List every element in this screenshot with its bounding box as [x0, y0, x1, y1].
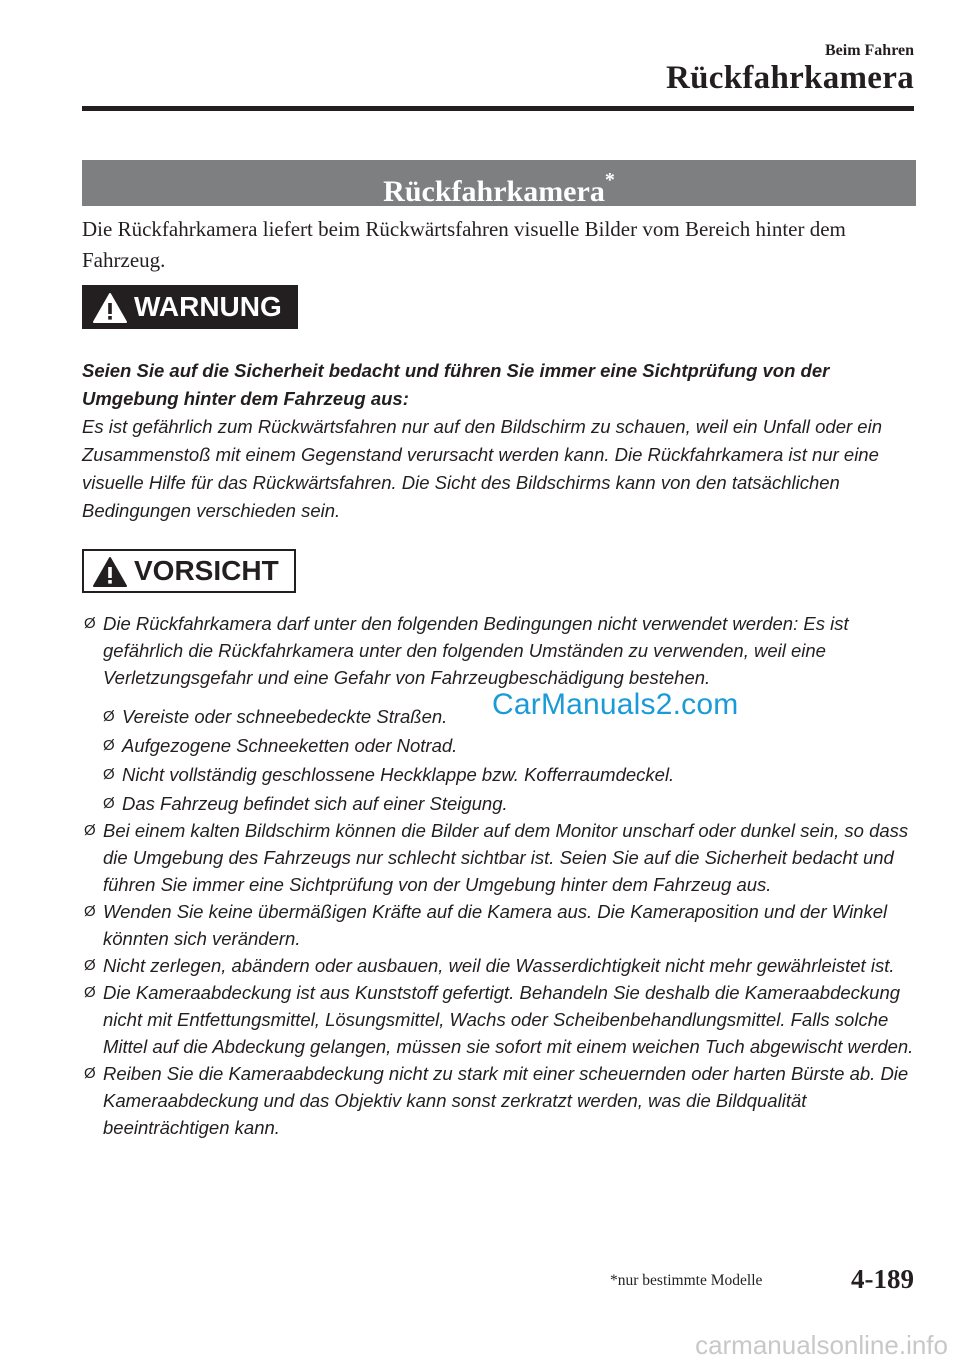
caution-subitem-text: Das Fahrzeug befindet sich auf einer Steigung.	[122, 793, 508, 814]
section-banner	[82, 160, 916, 206]
footnote: *nur bestimmte Modelle	[610, 1272, 763, 1289]
caution-item	[82, 979, 922, 1060]
caution-subitem-text: Nicht vollständig geschlossene Heckklappe bzw. Kofferraumdeckel.	[122, 764, 675, 785]
page-number: 4-189	[851, 1264, 914, 1294]
caution-subitem-text: Aufgezogene Schneeketten oder Notrad.	[122, 735, 458, 756]
warning-label: WARNUNG	[134, 291, 282, 322]
caution-item	[82, 952, 922, 979]
arrow-bullet-icon: Ø	[84, 903, 96, 920]
caution-subitem-text: Vereiste oder schneebedeckte Straßen.	[122, 706, 448, 727]
caution-item	[82, 817, 922, 898]
caution-triangle-icon	[92, 556, 128, 588]
warning-body-text: Es ist gefährlich zum Rückwärtsfahren nur auf den Bildschirm zu schauen, weil ein Unfall oder ein Zusammenstoß mit einem Gegenstand verursacht werden kann. Die Rückfahrkamera ist nur eine visuelle Hilfe für das Rückwärtsfahren. Die Sicht des Bildschirms kann von den tatsächlichen Bedingungen verschieden sein.	[82, 416, 882, 521]
site-watermark[interactable]: carmanualsonline.info	[695, 1330, 948, 1360]
intro-paragraph: Die Rückfahrkamera liefert beim Rückwärtsfahren visuelle Bilder vom Bereich hinter dem Fahrzeug.	[82, 217, 846, 272]
watermark-link[interactable]: CarManuals2.com	[492, 688, 739, 721]
caution-item-text: Die Kameraabdeckung ist aus Kunststoff gefertigt. Behandeln Sie deshalb die Kameraabdeckung nicht mit Entfettungsmittel, Lösungsmittel, Wachs oder Scheibenbehandlungsmittel. Falls solche Mittel auf die Abdeckung gelangen, müssen sie sofort mit einem weichen Tuch abgewischt werden.	[103, 982, 914, 1057]
arrow-bullet-icon: Ø	[103, 795, 115, 812]
arrow-bullet-icon: Ø	[84, 1065, 96, 1082]
arrow-bullet-icon: Ø	[84, 957, 96, 974]
arrow-bullet-icon: Ø	[84, 822, 96, 839]
arrow-bullet-icon: Ø	[84, 984, 96, 1001]
caution-label: VORSICHT	[134, 555, 279, 586]
arrow-bullet-icon: Ø	[103, 766, 115, 783]
caution-item-text: Die Rückfahrkamera darf unter den folgenden Bedingungen nicht verwendet werden: Es ist gefährlich die Rückfahrkamera unter den folgenden Umständen zu verwenden, weil eine Verletzungsgefahr und eine Gefahr von Fahrzeugbeschädigung bestehen.	[103, 613, 849, 688]
page-header-title: Rückfahrkamera	[665, 60, 914, 96]
warning-label-box	[82, 285, 298, 329]
caution-label-box	[82, 549, 296, 593]
caution-subitem	[82, 732, 922, 759]
caution-subitem	[82, 761, 922, 788]
caution-item	[82, 898, 922, 952]
caution-item	[82, 610, 922, 691]
banner-title: Rückfahrkamera	[383, 175, 605, 208]
caution-item-text: Nicht zerlegen, abändern oder ausbauen, weil die Wasserdichtigkeit nicht mehr gewährleistet ist.	[103, 955, 895, 976]
footnote-mark: *	[604, 169, 615, 191]
caution-item-text: Reiben Sie die Kameraabdeckung nicht zu stark mit einer scheuernden oder harten Bürste ab. Die Kameraabdeckung und das Objektiv kann sonst zerkratzt werden, was die Bildqualität beeinträchtigen kann.	[103, 1063, 909, 1138]
warning-text	[82, 357, 922, 525]
arrow-bullet-icon: Ø	[103, 708, 115, 725]
caution-item	[82, 1060, 922, 1141]
warning-triangle-icon	[92, 292, 128, 324]
section-header: Beim Fahren	[824, 42, 914, 59]
caution-item-text: Wenden Sie keine übermäßigen Kräfte auf die Kamera aus. Die Kameraposition und der Winkel könnten sich verändern.	[103, 901, 888, 949]
caution-subitem	[82, 790, 922, 817]
caution-item-text: Bei einem kalten Bildschirm können die Bilder auf dem Monitor unscharf oder dunkel sein, so dass die Umgebung des Fahrzeugs nur schlecht sichtbar ist. Seien Sie auf die Sicherheit bedacht und führen Sie immer eine Sichtprüfung von der Umgebung hinter dem Fahrzeug aus.	[103, 820, 909, 895]
header-rule	[82, 106, 914, 111]
warning-bold-text: Seien Sie auf die Sicherheit bedacht und führen Sie immer eine Sichtprüfung von der Umgebung hinter dem Fahrzeug aus:	[82, 360, 830, 409]
arrow-bullet-icon: Ø	[103, 737, 115, 754]
arrow-bullet-icon: Ø	[84, 615, 96, 632]
